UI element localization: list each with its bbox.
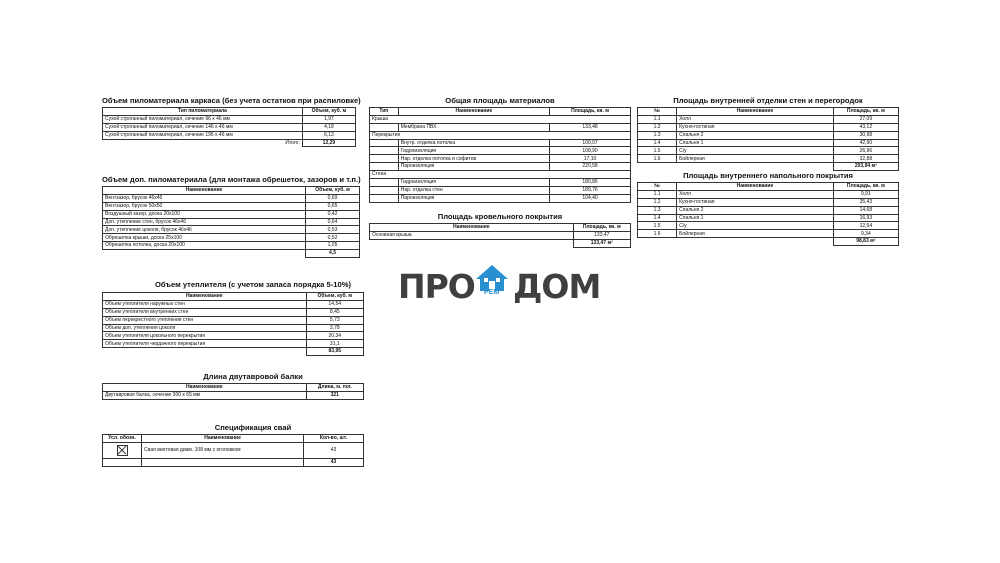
table-row: 1.1 Холл 9,91 — [638, 190, 899, 198]
logo-text-right: ДОМ — [513, 267, 601, 306]
table-row: 1.6 Бойлерная 32,88 — [638, 155, 899, 163]
col-header: Тип пиломатериала — [103, 108, 303, 116]
col-header: Наименование — [677, 183, 834, 191]
table-row: Внутр. отделка потолка 100,07 — [370, 139, 631, 147]
total-row — [103, 458, 364, 466]
total-value: 133,47 м² — [573, 239, 630, 247]
insulation-block — [102, 280, 364, 356]
total-value: 12,29 — [302, 139, 355, 147]
ibeam-table — [102, 383, 364, 400]
materials-title: Общая площадь материалов — [445, 96, 555, 105]
col-header: Наименование — [103, 187, 306, 195]
table-row: Нар. отделка стен 189,76 — [370, 186, 631, 194]
col-header: Наименование — [103, 384, 307, 392]
col-header: Наименование — [398, 108, 549, 116]
ibeam-title: Длина двутавровой балки — [203, 372, 303, 381]
lumber-block — [102, 96, 361, 147]
extra-lumber-title: Объем доп. пиломатериала (для монтажа обрешеток, зазоров и т.п.) — [102, 175, 361, 184]
total-value: 203,94 м² — [833, 163, 898, 171]
table-row: Гидроизоляция 180,86 — [370, 179, 631, 187]
table-row: Двутавровая балка, сечение 300 х 65 мм 321 — [103, 391, 364, 399]
table-row: Вентзазор, брусок 46х46 0,69 — [103, 194, 360, 202]
col-header: Наименование — [103, 293, 307, 301]
materials-table — [369, 107, 631, 203]
table-row: 1.4 Спальня 1 42,90 — [638, 139, 899, 147]
col-header: Площадь, кв. м — [833, 183, 898, 191]
table-row: Сухой строганный пиломатериал, сечение 196 х 46 мм 6,13 — [103, 131, 356, 139]
col-header: Наименование — [370, 224, 574, 232]
group-row: Крыша — [370, 115, 631, 123]
table-row: Доп. утепление цоколя, брусок 46х46 0,53 — [103, 226, 360, 234]
table-row: Объем доп. утепления цоколя 3,78 — [103, 324, 364, 332]
table-row: Пароизоляция 220,58 — [370, 163, 631, 171]
total-value: 43 — [303, 458, 363, 466]
col-header: Усл. обозн. — [103, 435, 142, 443]
col-header: Длина, м. пог. — [306, 384, 363, 392]
table-row: 1.4 Спальня 1 16,93 — [638, 214, 899, 222]
ibeam-block — [102, 372, 364, 400]
total-value: 4,5 — [306, 250, 360, 258]
insulation-title: Объем утеплителя (с учетом запаса порядка 5-10%) — [154, 280, 351, 289]
piles-title: Спецификация свай — [214, 423, 292, 432]
col-header: Площадь, кв. м — [550, 108, 631, 116]
total-row — [103, 348, 364, 356]
table-row: Объем утеплителя наружных стен 14,54 — [103, 300, 364, 308]
extra-lumber-block — [102, 175, 360, 258]
prodom-logo — [398, 262, 601, 306]
lumber-title: Объем пиломатериала каркаса (без учета остатков при распиловке) — [102, 96, 361, 105]
table-row: Объем утеплителя внутренних стен 8,45 — [103, 308, 364, 316]
table-row: 1.2 Кухня-гостиная 43,12 — [638, 123, 899, 131]
logo-text-left: ПРО — [398, 267, 475, 306]
piles-block — [102, 423, 364, 467]
table-row: Вентзазор, брусок 50х50 0,65 — [103, 202, 360, 210]
table-row: Пароизоляция 104,40 — [370, 194, 631, 202]
col-header: Наименование — [677, 108, 834, 116]
wall-finish-block — [637, 96, 899, 171]
total-row — [638, 163, 899, 171]
table-row: Обрешетка крыши, доска 25х100 0,52 — [103, 234, 360, 242]
total-label: Итого: — [285, 140, 300, 147]
total-value: 83,95 — [306, 348, 363, 356]
col-header: Площадь, кв. м — [573, 224, 630, 232]
total-row — [103, 250, 360, 258]
table-row: Объем утеплителя цокольного перекрытия 20,34 — [103, 332, 364, 340]
wall-finish-table — [637, 107, 899, 171]
group-row: Стена — [370, 171, 631, 179]
table-row: Нар. отделка потолка и софитов 17,10 — [370, 155, 631, 163]
table-row: Сухой строганный пиломатериал, сечение 96 х 46 мм 1,97 — [103, 115, 356, 123]
table-row: 1.3 Спальня 2 30,98 — [638, 131, 899, 139]
col-header: Площадь, кв. м — [833, 108, 898, 116]
table-row: Обрешетка потолка, доска 20х100 1,05 — [103, 242, 360, 250]
table-row: 1.2 Кухня-гостиная 35,43 — [638, 198, 899, 206]
total-value: 98,83 м² — [833, 238, 898, 246]
logo-subtext: РЕМ — [484, 289, 500, 296]
col-header: № — [638, 183, 677, 191]
table-row: 1.6 Бойлерная 9,34 — [638, 230, 899, 238]
col-header: Наименование — [142, 435, 304, 443]
roof-block — [369, 212, 631, 248]
col-header: Тип — [370, 108, 399, 116]
screw-pile-icon — [117, 445, 128, 456]
table-row: 1.3 Спальня 2 14,68 — [638, 206, 899, 214]
table-row: Доп. утепление стен, брусок 46х46 0,64 — [103, 218, 360, 226]
floor-title: Площадь внутреннего напольного покрытия — [683, 171, 853, 180]
extra-lumber-table — [102, 186, 360, 258]
table-row: Объем перекрестного утепления стен 5,73 — [103, 316, 364, 324]
table-row: Сухой строганный пиломатериал, сечение 146 х 46 мм 4,18 — [103, 123, 356, 131]
lumber-table — [102, 107, 356, 147]
total-row — [638, 238, 899, 246]
col-header: Кол-во, шт. — [303, 435, 363, 443]
roof-title: Площадь кровельного покрытия — [437, 212, 563, 221]
table-row: Свая винтовая диам. 108 мм с оголовком 43 — [103, 442, 364, 458]
col-header: № — [638, 108, 677, 116]
roof-table — [369, 223, 631, 248]
piles-table — [102, 434, 364, 467]
table-row: Объем утеплителя чердачного перекрытия 31,1 — [103, 340, 364, 348]
table-row: 1.1 Холл 27,09 — [638, 115, 899, 123]
col-header: Объем, куб. м — [306, 293, 363, 301]
group-row: Перекрытие — [370, 131, 631, 139]
col-header: Объем, куб. м — [302, 108, 355, 116]
wall-finish-title: Площадь внутренней отделки стен и перегородок — [673, 96, 863, 105]
floor-block — [637, 171, 899, 246]
table-row: 1.5 С/у 26,96 — [638, 147, 899, 155]
table-row: Мембрана ПВХ 133,48 — [370, 123, 631, 131]
insulation-table — [102, 292, 364, 356]
floor-table — [637, 182, 899, 246]
total-row — [370, 239, 631, 247]
total-row — [103, 139, 356, 147]
table-row: Основная крыша 133,47 — [370, 231, 631, 239]
materials-block — [369, 96, 631, 203]
table-row: Воздушный зазор, доска 20х100 0,42 — [103, 210, 360, 218]
table-row: Гидроизоляция 108,90 — [370, 147, 631, 155]
table-row: 1.5 С/у 12,54 — [638, 222, 899, 230]
col-header: Объем, куб. м — [306, 187, 360, 195]
